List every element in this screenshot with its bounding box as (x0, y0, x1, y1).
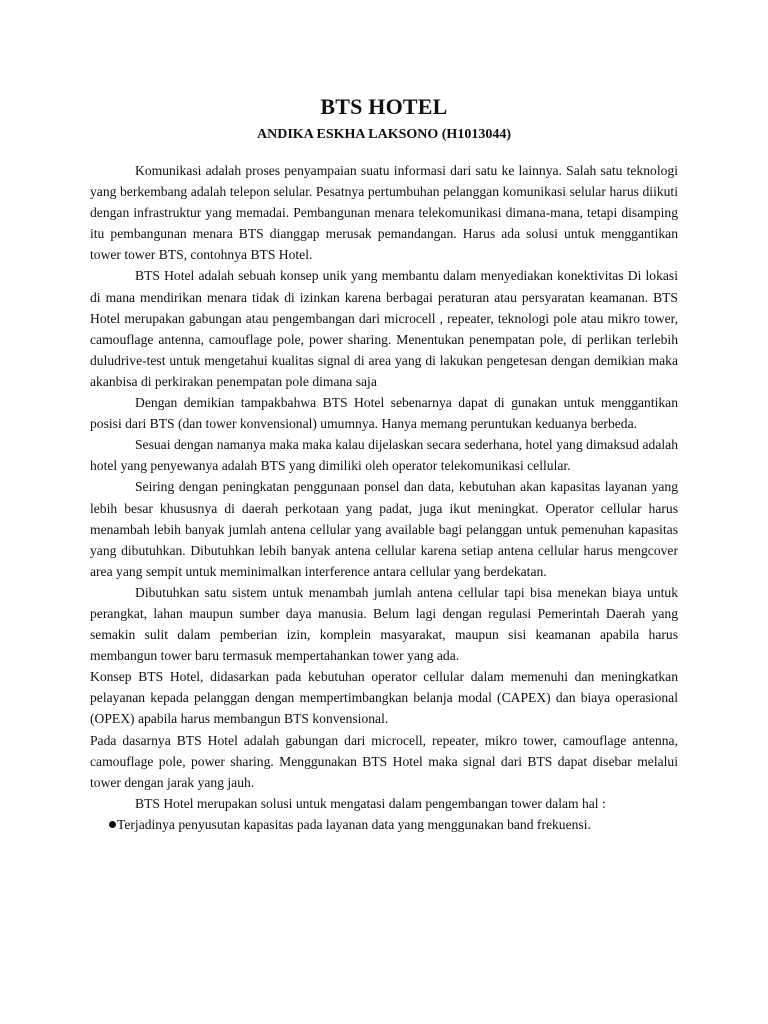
paragraph-9: BTS Hotel merupakan solusi untuk mengatasi dalam pengembangan tower dalam hal : (135, 795, 606, 811)
document-author: ANDIKA ESKHA LAKSONO (H1013044) (257, 127, 511, 142)
paragraph-1: Komunikasi adalah proses penyampaian suatu informasi dari satu ke lainnya. Salah satu teknologi yang berkembang adalah telepon selular. Pesatnya pertumbuhan pelanggan komunikasi selular harus diikuti dengan infrastruktur yang memadai. Pembangunan menara telekomunikasi dimana-mana, tetapi disamping itu pembangunan menara BTS dianggap merusak pemandangan. Harus ada solusi untuk menggantikan tower tower BTS, contohnya BTS Hotel. (90, 163, 678, 263)
paragraph-6: Dibutuhkan satu sistem untuk menambah jumlah antena cellular tapi bisa menekan biaya untuk perangkat, lahan maupun sumber daya manusia. Belum lagi dengan regulasi Pemerintah Daerah yang semakin sulit dalam pemberian izin, komplein masyarakat, maupun sisi keamanan apabila harus membangun tower baru termasuk mempertahankan tower yang ada. (90, 584, 678, 664)
paragraph-2: BTS Hotel adalah sebuah konsep unik yang membantu dalam menyediakan konektivitas Di lokasi di mana mendirikan menara tidak di izinkan karena berbagai peraturan atau persyaratan keamanan. BTS Hotel merupakan gabungan atau pengembangan dari microcell , repeater, teknologi pole atau mikro tower, camouflage antenna, camouflage pole, power sharing. Menentukan penempatan pole, di perlikan terlebih duludrive-test untuk mengetahui kualitas signal di area yang di lakukan pengetesan dengan demikian maka akanbisa di perkirakan penempatan pole dimana saja (90, 268, 678, 389)
list-item (90, 814, 678, 835)
list-item-text: Terjadinya penyusutan kapasitas pada layanan data yang menggunakan band frekuensi. (117, 816, 591, 832)
bullet-icon (109, 821, 116, 828)
paragraph-4: Sesuai dengan namanya maka maka kalau dijelaskan secara sederhana, hotel yang dimaksud adalah hotel yang penyewanya adalah BTS yang dimiliki oleh operator telekomunikasi cellular. (90, 437, 678, 474)
paragraph-3: Dengan demikian tampakbahwa BTS Hotel sebenarnya dapat di gunakan untuk menggantikan posisi dari BTS (dan tower konvensional) umumnya. Hanya memang peruntukan keduanya berbeda. (90, 395, 678, 432)
bullet-list (90, 814, 678, 835)
document-body (90, 160, 678, 835)
paragraph-8: Pada dasarnya BTS Hotel adalah gabungan dari microcell, repeater, mikro tower, camouflage antenna, camouflage pole, power sharing. Menggunakan BTS Hotel maka signal dari BTS dapat disebar melalui tower dengan jarak yang jauh. (90, 732, 678, 790)
paragraph-5: Seiring dengan peningkatan penggunaan ponsel dan data, kebutuhan akan kapasitas layanan yang lebih besar khususnya di daerah perkotaan yang padat, juga ikut meningkat. Operator cellular harus menambah lebih banyak jumlah antena cellular yang available bagi pelanggan untuk pemenuhan kapasitas yang dibutuhkan. Dibutuhkan lebih banyak antena cellular karena setiap antena cellular harus mengcover area yang sempit untuk meminimalkan interference antara cellular yang berdekatan. (90, 479, 678, 579)
paragraph-7: Konsep BTS Hotel, didasarkan pada kebutuhan operator cellular dalam memenuhi dan meningkatkan pelayanan kepada pelanggan dengan mempertimbangkan belanja modal (CAPEX) dan biaya operasional (OPEX) apabila harus membangun BTS konvensional. (90, 669, 678, 727)
document-title: BTS HOTEL (320, 94, 448, 119)
